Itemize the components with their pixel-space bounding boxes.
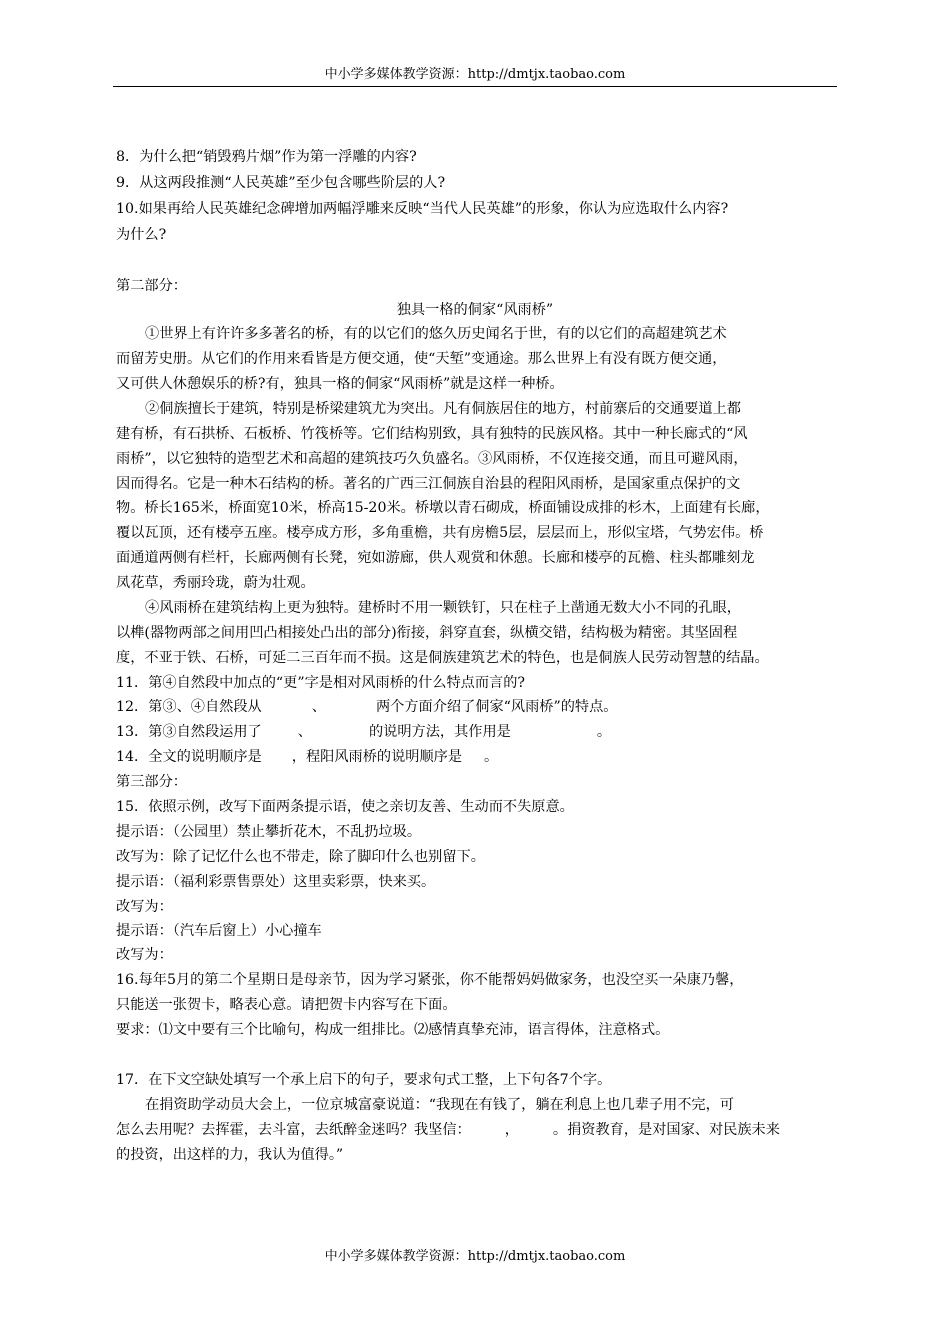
question-17: 17．在下文空缺处填写一个承上启下的句子，要求句式工整，上下句各7个字。 <box>116 1072 612 1088</box>
question-8: 8．为什么把“销毁鸦片烟”作为第一浮雕的内容? <box>116 149 417 165</box>
question-17-passage-line-2 <box>116 1120 856 1140</box>
paragraph-3-line: 以榫(器物两部之间用凹凸相接处凸出的部分)衔接，斜穿直套，纵横交错，结构极为精密。其坚固程 <box>116 625 738 641</box>
prompt-2: 提示语：（福利彩票售票处）这里卖彩票，快来买。 <box>116 874 436 890</box>
question-12-text-c: 两个方面介绍了侗家“风雨桥”的特点。 <box>375 699 618 715</box>
paragraph-2-line: 建有桥，有石拱桥、石板桥、竹筏桥等。它们结构别致，具有独特的民族风格。其中一种长廊式的“风 <box>116 426 748 442</box>
paragraph-2-line: ②侗族擅长于建筑，特别是桥梁建筑尤为突出。凡有侗族居住的地方，村前寨后的交通要道上都 <box>145 401 741 417</box>
question-13-text-d: 。 <box>596 724 612 740</box>
part-3-label: 第三部分： <box>116 774 187 790</box>
paragraph-2-line: 因而得名。它是一种木石结构的桥。著名的广西三江侗族自治县的程阳风雨桥，是国家重点保护的文 <box>116 476 741 492</box>
paragraph-2-line: 凤花草，秀丽玲珑，蔚为壮观。 <box>116 575 315 591</box>
question-17-passage-line-1: 在捐资助学动员大会上，一位京城富豪说道：“我现在有钱了，躺在利息上也几辈子用不完，可 <box>145 1097 734 1113</box>
prompt-1: 提示语：（公园里）禁止攀折花木，不乱扔垃圾。 <box>116 824 422 840</box>
question-13-text-b: 、 <box>297 724 312 740</box>
question-16-line: 只能送一张贺卡，略表心意。请把贺卡内容写在下面。 <box>116 997 457 1013</box>
paragraph-2-line: 覆以瓦顶，还有楼亭五座。楼亭成方形，多角重檐，共有房檐5层，层层而上，形似宝塔，气势宏伟。桥 <box>116 525 764 541</box>
rewrite-1: 改写为：除了记忆什么也不带走，除了脚印什么也别留下。 <box>116 849 485 865</box>
question-13-text-a: 13．第③自然段运用了 <box>116 724 262 740</box>
paragraph-2-line: 雨桥”，以它独特的造型艺术和高超的建筑技巧久负盛名。③风雨桥，不仅连接交通，而且可避风雨， <box>116 451 748 467</box>
question-12 <box>116 697 856 717</box>
passage-text-a: 怎么去用呢？去挥霍，去斗富，去纸醉金迷吗？我坚信： <box>116 1122 471 1138</box>
passage-text-b: ， <box>504 1122 519 1138</box>
question-11: 11．第④自然段中加点的“更”字是相对风雨桥的什么特点而言的? <box>116 675 526 691</box>
question-13 <box>116 722 856 742</box>
paragraph-3-line: 度，不亚于铁、石桥，可延二三百年而不损。这是侗族建筑艺术的特色，也是侗族人民劳动智慧的结晶。 <box>116 650 769 666</box>
question-14-text-b: ，程阳风雨桥的说明顺序是 <box>291 749 463 765</box>
question-10-line-2: 为什么? <box>116 227 167 243</box>
question-15: 15．依照示例，改写下面两条提示语，使之亲切友善、生动而不失原意。 <box>116 799 574 815</box>
question-14 <box>116 747 856 767</box>
page-footer: 中小学多媒体教学资源：http://dmtjx.taobao.com <box>324 1249 626 1264</box>
paragraph-1-line: 而留芳史册。从它们的作用来看皆是方便交通，使“天堑”变通途。那么世界上有没有既方便交通， <box>116 351 727 367</box>
article-title: 独具一格的侗家“风雨桥” <box>396 302 554 318</box>
rewrite-2: 改写为： <box>116 899 173 915</box>
paragraph-2-line: 面通道两侧有栏杆，长廊两侧有长凳，宛如游廊，供人观赏和休憩。长廊和楼亭的瓦檐、柱头都雕刻龙 <box>116 550 755 566</box>
paragraph-1-line: 又可供人休憩娱乐的桥?有，独具一格的侗家“风雨桥”就是这样一种桥。 <box>116 376 564 392</box>
prompt-3: 提示语：（汽车后窗上）小心撞车 <box>116 923 322 939</box>
question-12-text-b: 、 <box>311 699 326 715</box>
header-divider <box>113 86 837 87</box>
rewrite-3: 改写为： <box>116 947 173 963</box>
question-14-text-a: 14．全文的说明顺序是 <box>116 749 262 765</box>
question-16-requirements: 要求：⑴文中要有三个比喻句，构成一组排比。⑵感情真挚充沛，语言得体，注意格式。 <box>116 1022 670 1038</box>
question-10-line-1: 10.如果再给人民英雄纪念碑增加两幅浮雕来反映“当代人民英雄”的形象，你认为应选取什么内容? <box>116 201 729 217</box>
paragraph-3-line: ④风雨桥在建筑结构上更为独特。建桥时不用一颗铁钉，只在柱子上凿通无数大小不同的孔眼， <box>145 600 741 616</box>
paragraph-2-line: 物。桥长165米，桥面宽10米，桥高15-20米。桥墩以青石砌成，桥面铺设成排的杉木，上面建有长廊， <box>116 500 770 516</box>
question-17-passage-line-3: 的投资，出这样的力，我认为值得。” <box>116 1147 344 1163</box>
question-9: 9．从这两段推测“人民英雄”至少包含哪些阶层的人? <box>116 175 446 191</box>
question-14-text-c: 。 <box>484 749 499 765</box>
question-12-text-a: 12．第③、④自然段从 <box>116 699 262 715</box>
question-13-text-c: 的说明方法，其作用是 <box>368 724 511 740</box>
part-2-label: 第二部分： <box>116 278 187 294</box>
passage-text-c: 。捐资教育，是对国家、对民族未来 <box>552 1122 780 1138</box>
question-16-line: 16.每年5月的第二个星期日是母亲节，因为学习紧张，你不能帮妈妈做家务，也没空买一朵康乃馨， <box>116 972 744 988</box>
paragraph-1-line: ①世界上有许许多多著名的桥，有的以它们的悠久历史闻名于世，有的以它们的高超建筑艺术 <box>145 326 727 342</box>
page-header: 中小学多媒体教学资源：http://dmtjx.taobao.com <box>324 67 626 82</box>
